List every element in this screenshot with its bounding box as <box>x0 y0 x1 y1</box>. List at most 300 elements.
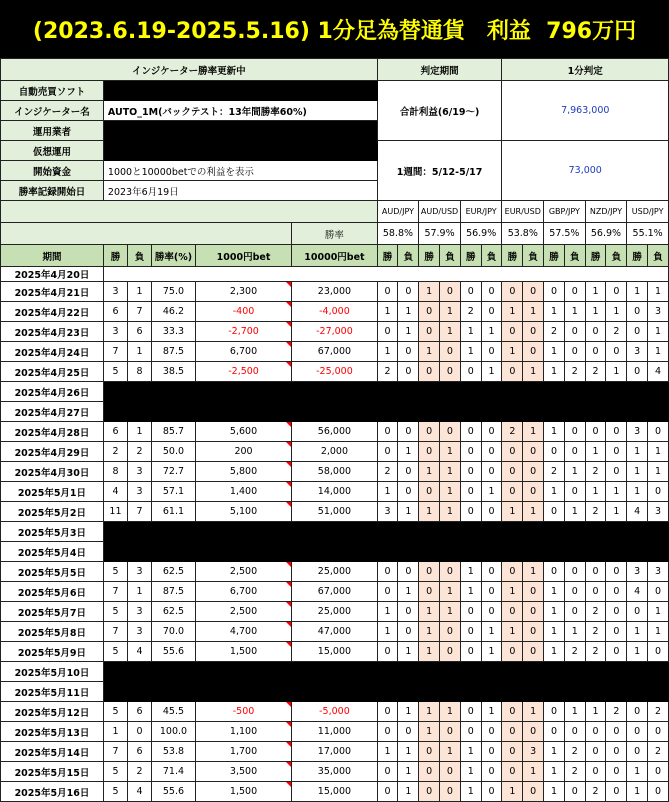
pair-loss-cell: 1 <box>398 322 419 342</box>
pair-win-cell: 1 <box>627 442 648 462</box>
pair-win-cell: 1 <box>627 642 648 662</box>
col-pair-loss: 負 <box>523 245 544 267</box>
pair-win-cell: 1 <box>419 462 440 482</box>
row-win: 5 <box>103 782 127 802</box>
pair-loss-cell: 0 <box>648 762 669 782</box>
row-rate: 53.8 <box>152 742 196 762</box>
pair-win-cell: 0 <box>585 562 606 582</box>
pair-rate: 57.9% <box>419 223 461 245</box>
pair-loss-cell: 0 <box>606 722 627 742</box>
pair-win-cell: 0 <box>544 442 565 462</box>
col-pair-loss: 負 <box>481 245 502 267</box>
pair-win-cell: 0 <box>585 582 606 602</box>
pair-win-cell: 1 <box>419 602 440 622</box>
rate-spacer <box>1 223 292 245</box>
col-pair-loss: 負 <box>648 245 669 267</box>
pair-loss-cell: 1 <box>648 462 669 482</box>
pair-win-cell: 1 <box>585 302 606 322</box>
pair-loss-cell: 0 <box>481 582 502 602</box>
table-row <box>1 322 669 342</box>
pair-win-cell: 1 <box>544 742 565 762</box>
row-loss: 7 <box>128 502 152 522</box>
pair-win-cell: 1 <box>544 482 565 502</box>
row-rate: 57.1 <box>152 482 196 502</box>
pair-loss-cell: 0 <box>564 442 585 462</box>
col-loss: 負 <box>128 245 152 267</box>
pair-loss-cell: 2 <box>648 742 669 762</box>
pair-loss-cell: 0 <box>398 602 419 622</box>
pair-name: USD/JPY <box>627 201 669 223</box>
pair-rate: 55.1% <box>627 223 669 245</box>
row-loss: 1 <box>128 282 152 302</box>
col-pair-win: 勝 <box>460 245 481 267</box>
week-value: 73,000 <box>502 141 669 201</box>
stub-fill <box>103 267 668 282</box>
col-pair-win: 勝 <box>627 245 648 267</box>
pair-loss-cell: 0 <box>523 342 544 362</box>
pair-win-cell: 2 <box>585 642 606 662</box>
pair-loss-cell: 1 <box>398 782 419 802</box>
capital-label: 開始資金 <box>1 161 104 181</box>
pair-win-cell: 3 <box>627 562 648 582</box>
pair-loss-cell: 0 <box>481 562 502 582</box>
pair-loss-cell: 0 <box>606 742 627 762</box>
row-date: 2025年5月4日 <box>1 542 104 562</box>
row-win: 5 <box>103 362 127 382</box>
pair-loss-cell: 1 <box>440 702 461 722</box>
row-bet1000: 6,700 <box>195 582 291 602</box>
row-date: 2025年4月23日 <box>1 322 104 342</box>
pair-loss-cell: 0 <box>481 342 502 362</box>
row-rate: 33.3 <box>152 322 196 342</box>
pair-name: AUD/JPY <box>377 201 419 223</box>
pair-rate: 57.5% <box>544 223 586 245</box>
table-row <box>1 402 669 422</box>
pair-loss-cell: 2 <box>564 742 585 762</box>
pair-loss-cell: 1 <box>564 462 585 482</box>
row-rate: 70.0 <box>152 622 196 642</box>
pair-win-cell: 0 <box>377 702 398 722</box>
pair-loss-cell: 1 <box>398 302 419 322</box>
pair-loss-cell: 0 <box>440 562 461 582</box>
pair-loss-cell: 0 <box>440 422 461 442</box>
row-date: 2025年5月16日 <box>1 782 104 802</box>
row-date: 2025年5月9日 <box>1 642 104 662</box>
row-loss: 3 <box>128 462 152 482</box>
pair-loss-cell: 0 <box>481 502 502 522</box>
row-date: 2025年4月30日 <box>1 462 104 482</box>
pair-loss-cell: 1 <box>564 702 585 722</box>
pair-win-cell: 0 <box>627 302 648 322</box>
pair-loss-cell: 0 <box>398 342 419 362</box>
row-bet1000: 200 <box>195 442 291 462</box>
pair-win-cell: 1 <box>460 322 481 342</box>
row-date: 2025年5月8日 <box>1 622 104 642</box>
pair-loss-cell: 0 <box>606 622 627 642</box>
row-rate: 46.2 <box>152 302 196 322</box>
pair-win-cell: 2 <box>585 602 606 622</box>
pair-win-cell: 0 <box>419 302 440 322</box>
row-loss: 2 <box>128 442 152 462</box>
pair-loss-cell: 0 <box>523 442 544 462</box>
row-bet10000: 25,000 <box>292 562 377 582</box>
pair-loss-cell: 4 <box>648 362 669 382</box>
row-rate: 55.6 <box>152 642 196 662</box>
pair-win-cell: 1 <box>377 622 398 642</box>
row-rate: 55.6 <box>152 782 196 802</box>
pair-win-cell: 0 <box>460 722 481 742</box>
pair-win-cell: 0 <box>585 422 606 442</box>
pair-loss-cell: 1 <box>440 302 461 322</box>
row-win: 4 <box>103 482 127 502</box>
pair-win-cell: 0 <box>585 762 606 782</box>
period-header: 判定期間 <box>377 59 502 81</box>
pair-loss-cell: 0 <box>606 562 627 582</box>
minute-header: 1分判定 <box>502 59 669 81</box>
pair-win-cell: 2 <box>585 462 606 482</box>
col-rate: 勝率(%) <box>152 245 196 267</box>
row-loss: 0 <box>128 722 152 742</box>
pair-win-cell: 0 <box>460 462 481 482</box>
row-win: 7 <box>103 622 127 642</box>
pair-win-cell: 1 <box>585 702 606 722</box>
capital-value: 1000と10000betでの利益を表示 <box>103 161 377 181</box>
pair-win-cell: 0 <box>377 762 398 782</box>
pair-loss-cell: 0 <box>523 722 544 742</box>
virtual-value <box>103 141 377 161</box>
pair-loss-cell: 0 <box>648 782 669 802</box>
pair-loss-cell: 0 <box>481 302 502 322</box>
table-row <box>1 342 669 362</box>
table-row <box>1 442 669 462</box>
pair-loss-cell: 0 <box>523 322 544 342</box>
table-row <box>1 682 669 702</box>
operator-label: 運用業者 <box>1 121 104 141</box>
row-date: 2025年5月11日 <box>1 682 104 702</box>
pair-name: EUR/JPY <box>460 201 502 223</box>
pair-loss-cell: 0 <box>523 582 544 602</box>
pair-loss-cell: 1 <box>606 362 627 382</box>
pair-win-cell: 0 <box>502 722 523 742</box>
row-date: 2025年4月24日 <box>1 342 104 362</box>
row-win: 5 <box>103 562 127 582</box>
pair-win-cell: 1 <box>544 602 565 622</box>
row-bet1000: 1,500 <box>195 642 291 662</box>
pair-win-cell: 0 <box>585 322 606 342</box>
pair-win-cell: 1 <box>627 782 648 802</box>
pair-win-cell: 1 <box>460 342 481 362</box>
week-label: 1週間：5/12-5/17 <box>377 141 502 201</box>
pair-loss-cell: 1 <box>440 582 461 602</box>
row-bet10000: 58,000 <box>292 462 377 482</box>
pair-win-cell: 1 <box>377 602 398 622</box>
pair-loss-cell: 0 <box>523 462 544 482</box>
pair-win-cell: 1 <box>377 342 398 362</box>
record-start-label: 勝率記録開始日 <box>1 181 104 201</box>
pair-loss-cell: 2 <box>564 642 585 662</box>
pair-loss-cell: 1 <box>398 702 419 722</box>
pair-loss-cell: 0 <box>606 462 627 482</box>
pair-win-cell: 0 <box>544 282 565 302</box>
table-row <box>1 502 669 522</box>
pair-win-cell: 0 <box>544 562 565 582</box>
row-win: 7 <box>103 742 127 762</box>
pair-loss-cell: 0 <box>606 342 627 362</box>
row-rate: 85.7 <box>152 422 196 442</box>
table-row <box>1 462 669 482</box>
table-row <box>1 622 669 642</box>
pair-win-cell: 0 <box>419 762 440 782</box>
pair-loss-cell: 1 <box>398 442 419 462</box>
col-win: 勝 <box>103 245 127 267</box>
pair-loss-cell: 3 <box>523 742 544 762</box>
row-loss: 1 <box>128 582 152 602</box>
pair-win-cell: 1 <box>419 622 440 642</box>
pair-win-cell: 1 <box>460 562 481 582</box>
pair-loss-cell: 1 <box>481 482 502 502</box>
total-profit-label: 合計利益(6/19〜) <box>377 81 502 141</box>
col-pair-win: 勝 <box>419 245 440 267</box>
pair-win-cell: 1 <box>502 342 523 362</box>
table-row <box>1 422 669 442</box>
pair-loss-cell: 0 <box>606 582 627 602</box>
pair-loss-cell: 0 <box>481 742 502 762</box>
row-bet10000: 14,000 <box>292 482 377 502</box>
col-pair-win: 勝 <box>502 245 523 267</box>
pair-win-cell: 0 <box>377 722 398 742</box>
row-loss: 3 <box>128 562 152 582</box>
row-rate: 72.7 <box>152 462 196 482</box>
row-bet10000: -5,000 <box>292 702 377 722</box>
pair-loss-cell: 1 <box>523 362 544 382</box>
pair-loss-cell: 0 <box>398 422 419 442</box>
pair-win-cell: 4 <box>627 582 648 602</box>
total-profit-value: 7,963,000 <box>502 81 669 141</box>
pair-loss-cell: 0 <box>648 422 669 442</box>
row-date: 2025年5月14日 <box>1 742 104 762</box>
stub-date: 2025年4月20日 <box>1 267 104 282</box>
pair-loss-cell: 0 <box>398 462 419 482</box>
pair-win-cell: 0 <box>502 562 523 582</box>
pair-loss-cell: 0 <box>648 722 669 742</box>
table-row <box>1 722 669 742</box>
row-date: 2025年5月5日 <box>1 562 104 582</box>
indicator-name-label: インジケーター名 <box>1 101 104 121</box>
table-row <box>1 482 669 502</box>
pair-win-cell: 1 <box>585 282 606 302</box>
row-date: 2025年5月1日 <box>1 482 104 502</box>
row-bet1000: 1,400 <box>195 482 291 502</box>
row-win: 1 <box>103 722 127 742</box>
row-bet1000: 1,500 <box>195 782 291 802</box>
row-loss: 8 <box>128 362 152 382</box>
table-row <box>1 662 669 682</box>
pair-win-cell: 1 <box>419 722 440 742</box>
pair-win-cell: 1 <box>502 502 523 522</box>
pair-loss-cell: 0 <box>648 482 669 502</box>
market-closed-fill <box>103 662 668 682</box>
pair-loss-cell: 0 <box>523 782 544 802</box>
pair-win-cell: 1 <box>585 482 606 502</box>
pair-win-cell: 0 <box>502 742 523 762</box>
pair-loss-cell: 1 <box>440 742 461 762</box>
pair-win-cell: 1 <box>419 642 440 662</box>
pair-win-cell: 0 <box>502 482 523 502</box>
pair-loss-cell: 1 <box>523 702 544 722</box>
indicator-name-value: AUTO_1M(バックテスト：13年間勝率60%) <box>103 101 377 121</box>
pair-win-cell: 0 <box>627 322 648 342</box>
market-closed-fill <box>103 682 668 702</box>
table-row <box>1 522 669 542</box>
row-rate: 71.4 <box>152 762 196 782</box>
row-bet10000: 47,000 <box>292 622 377 642</box>
row-loss: 6 <box>128 742 152 762</box>
pair-win-cell: 2 <box>502 422 523 442</box>
row-rate: 100.0 <box>152 722 196 742</box>
pair-loss-cell: 0 <box>564 602 585 622</box>
pair-loss-cell: 0 <box>564 562 585 582</box>
pair-win-cell: 0 <box>627 742 648 762</box>
pair-win-cell: 1 <box>544 422 565 442</box>
row-bet1000: 5,100 <box>195 502 291 522</box>
pair-loss-cell: 1 <box>440 602 461 622</box>
pair-win-cell: 1 <box>460 762 481 782</box>
pair-loss-cell: 0 <box>606 642 627 662</box>
pair-win-cell: 0 <box>419 562 440 582</box>
col-pair-loss: 負 <box>440 245 461 267</box>
row-date: 2025年4月28日 <box>1 422 104 442</box>
row-loss: 3 <box>128 602 152 622</box>
pair-win-cell: 0 <box>585 722 606 742</box>
pair-win-cell: 0 <box>502 762 523 782</box>
pair-loss-cell: 1 <box>523 302 544 322</box>
pair-win-cell: 1 <box>419 342 440 362</box>
row-win: 2 <box>103 442 127 462</box>
pair-win-cell: 0 <box>377 582 398 602</box>
row-date: 2025年5月13日 <box>1 722 104 742</box>
row-bet10000: -27,000 <box>292 322 377 342</box>
indicator-title: インジケーター勝率更新中 <box>1 59 378 81</box>
pair-rate: 56.9% <box>585 223 627 245</box>
col-pair-loss: 負 <box>606 245 627 267</box>
pair-win-cell: 0 <box>585 742 606 762</box>
row-loss: 2 <box>128 762 152 782</box>
row-bet1000: 2,500 <box>195 562 291 582</box>
pair-loss-cell: 1 <box>481 322 502 342</box>
row-date: 2025年4月25日 <box>1 362 104 382</box>
pair-loss-cell: 0 <box>564 342 585 362</box>
pair-loss-cell: 0 <box>523 482 544 502</box>
pair-win-cell: 0 <box>419 422 440 442</box>
pair-win-cell: 0 <box>377 562 398 582</box>
row-win: 5 <box>103 602 127 622</box>
pair-win-cell: 1 <box>460 742 481 762</box>
pair-win-cell: 1 <box>627 482 648 502</box>
pair-win-cell: 1 <box>460 782 481 802</box>
pair-win-cell: 1 <box>544 642 565 662</box>
pair-loss-cell: 1 <box>564 502 585 522</box>
row-win: 5 <box>103 642 127 662</box>
pair-loss-cell: 3 <box>648 562 669 582</box>
row-bet1000: 2,500 <box>195 602 291 622</box>
pair-loss-cell: 0 <box>606 602 627 622</box>
pair-loss-cell: 0 <box>606 442 627 462</box>
pair-loss-cell: 1 <box>398 582 419 602</box>
pair-win-cell: 0 <box>502 702 523 722</box>
pair-loss-cell: 1 <box>606 302 627 322</box>
pair-loss-cell: 3 <box>648 502 669 522</box>
pair-loss-cell: 2 <box>606 322 627 342</box>
table-row <box>1 582 669 602</box>
row-bet10000: 51,000 <box>292 502 377 522</box>
row-win: 5 <box>103 702 127 722</box>
pair-win-cell: 1 <box>502 302 523 322</box>
pair-win-cell: 2 <box>585 622 606 642</box>
pair-loss-cell: 0 <box>398 622 419 642</box>
pair-loss-cell: 0 <box>564 722 585 742</box>
table-row <box>1 702 669 722</box>
pair-loss-cell: 1 <box>648 282 669 302</box>
auto-software-value <box>103 81 377 101</box>
pair-win-cell: 1 <box>627 762 648 782</box>
row-bet10000: 15,000 <box>292 642 377 662</box>
pair-loss-cell: 1 <box>648 622 669 642</box>
pair-loss-cell: 2 <box>564 762 585 782</box>
row-bet1000: -500 <box>195 702 291 722</box>
row-bet10000: 67,000 <box>292 342 377 362</box>
pair-win-cell: 0 <box>419 482 440 502</box>
pair-win-cell: 2 <box>585 782 606 802</box>
pair-win-cell: 0 <box>502 282 523 302</box>
row-win: 7 <box>103 342 127 362</box>
pair-loss-cell: 0 <box>523 602 544 622</box>
pair-loss-cell: 0 <box>440 642 461 662</box>
pair-loss-cell: 1 <box>564 622 585 642</box>
pair-loss-cell: 0 <box>481 762 502 782</box>
pair-loss-cell: 1 <box>398 742 419 762</box>
virtual-label: 仮想運用 <box>1 141 104 161</box>
pair-loss-cell: 2 <box>564 362 585 382</box>
pair-win-cell: 0 <box>585 342 606 362</box>
pair-loss-cell: 0 <box>440 342 461 362</box>
row-loss: 1 <box>128 342 152 362</box>
pair-win-cell: 0 <box>544 722 565 742</box>
row-win: 5 <box>103 762 127 782</box>
row-date: 2025年5月10日 <box>1 662 104 682</box>
market-closed-fill <box>103 382 668 402</box>
row-win: 7 <box>103 582 127 602</box>
pair-rate: 58.8% <box>377 223 419 245</box>
pair-loss-cell: 0 <box>481 782 502 802</box>
pair-loss-cell: 0 <box>523 642 544 662</box>
pair-loss-cell: 1 <box>440 482 461 502</box>
row-loss: 4 <box>128 782 152 802</box>
pair-loss-cell: 0 <box>564 322 585 342</box>
pair-loss-cell: 1 <box>398 642 419 662</box>
pair-loss-cell: 0 <box>481 462 502 482</box>
pair-win-cell: 4 <box>627 502 648 522</box>
pair-win-cell: 0 <box>460 442 481 462</box>
row-bet10000: -25,000 <box>292 362 377 382</box>
pair-win-cell: 0 <box>502 642 523 662</box>
pair-loss-cell: 1 <box>481 622 502 642</box>
pair-loss-cell: 0 <box>440 782 461 802</box>
row-date: 2025年5月12日 <box>1 702 104 722</box>
row-bet1000: 3,500 <box>195 762 291 782</box>
row-bet1000: 2,300 <box>195 282 291 302</box>
pair-loss-cell: 1 <box>440 502 461 522</box>
row-bet1000: 5,800 <box>195 462 291 482</box>
